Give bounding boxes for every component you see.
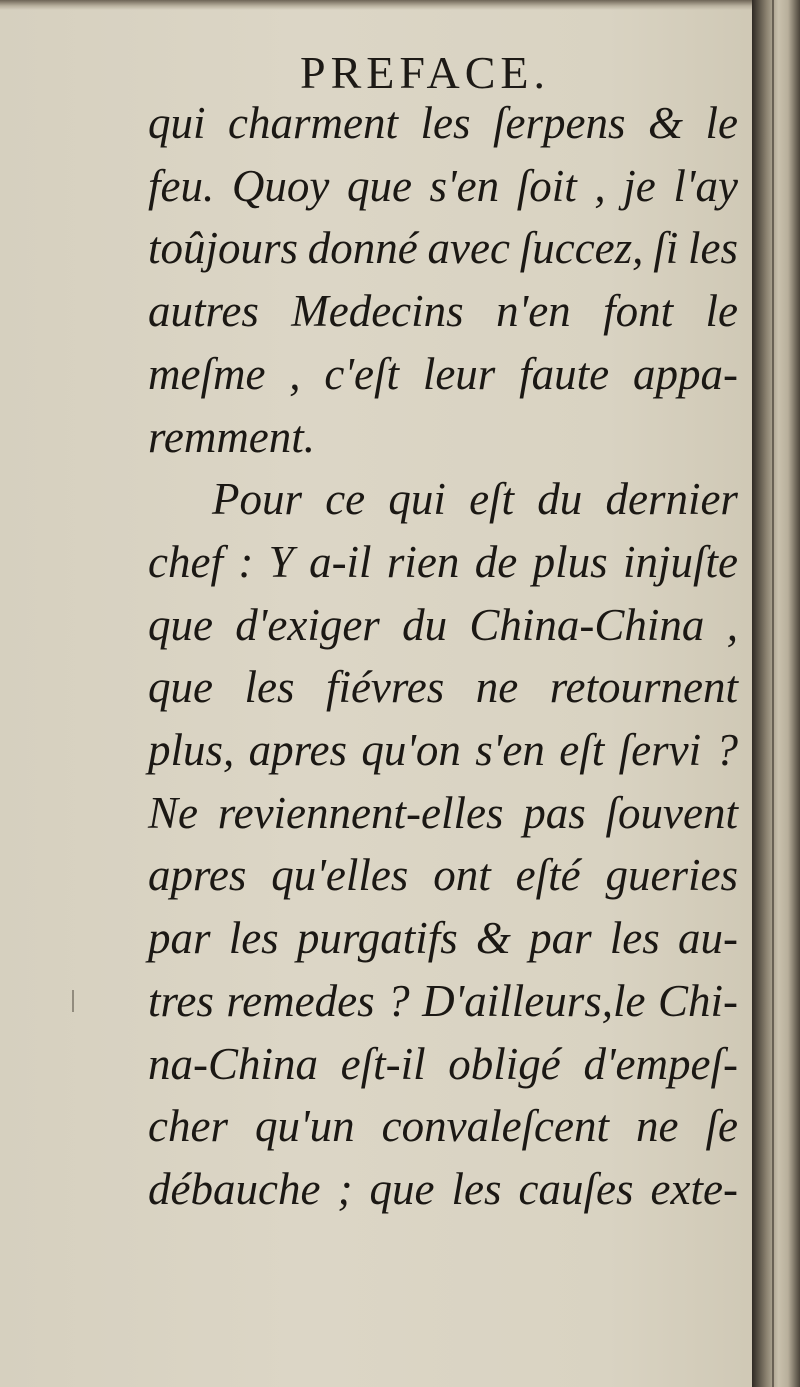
word: par [529, 913, 592, 964]
word: Chi- [657, 975, 738, 1026]
text-line [148, 907, 738, 969]
text-line [148, 719, 738, 781]
word: , [594, 160, 606, 211]
word: ; [337, 1163, 353, 1214]
word: ſi [653, 223, 679, 274]
word: que [148, 599, 213, 650]
word: fiévres [325, 662, 445, 713]
word: cher [148, 1101, 228, 1152]
text-line [148, 406, 738, 468]
word: injuſte [623, 536, 738, 587]
word: charment [228, 98, 398, 148]
word: d'exiger [235, 599, 380, 650]
word: ſerpens [492, 98, 626, 148]
word: dernier [605, 474, 738, 525]
word: gueries [605, 850, 738, 901]
word: ſoit [516, 160, 577, 211]
word: obligé [448, 1038, 561, 1089]
word: & [647, 98, 683, 148]
word: toûjours [148, 223, 299, 274]
word: ſervi [618, 725, 702, 775]
word: purgatifs [296, 913, 458, 964]
word: font [603, 286, 674, 337]
word: meſme [148, 348, 266, 399]
word: eſt-il [340, 1038, 426, 1089]
text-line [148, 970, 738, 1032]
text-line [148, 844, 738, 906]
word: leur [422, 348, 496, 399]
word: l'ay [673, 160, 738, 211]
text-line [148, 217, 738, 279]
word: qu'on [361, 725, 461, 775]
word: pas [523, 787, 586, 838]
word: , [726, 599, 738, 650]
word: & [475, 913, 511, 964]
word: débauche [148, 1163, 321, 1214]
word: les [420, 98, 471, 148]
word: chef [148, 536, 223, 587]
word: cauſes [518, 1163, 634, 1214]
word: au- [677, 913, 738, 964]
word: remedes [226, 975, 375, 1026]
word: le [705, 98, 738, 148]
word: Pour [212, 474, 302, 525]
word: ne [475, 662, 519, 713]
word: , [289, 348, 301, 399]
text-line [148, 280, 738, 342]
word: ce [325, 474, 366, 525]
word: apres [148, 850, 247, 901]
word: c'eſt [324, 348, 399, 399]
word: exte- [650, 1163, 738, 1214]
word: qui [148, 98, 206, 148]
word: que [148, 662, 213, 713]
word: plus, [148, 725, 235, 775]
text-line [148, 594, 738, 656]
word: retournent [549, 662, 738, 713]
word: ? [387, 975, 410, 1026]
word: les [687, 223, 738, 274]
word: qui [388, 474, 446, 525]
word: ont [433, 850, 491, 901]
word: faute [519, 348, 610, 399]
word: les [609, 913, 660, 964]
word: s'en [429, 160, 500, 211]
gutter-line [772, 0, 774, 1387]
word: d'empeſ- [583, 1038, 738, 1089]
word: na-China [148, 1038, 319, 1089]
word: Medecins [291, 286, 464, 337]
margin-mark [72, 990, 74, 1012]
running-head: PREFACE. [300, 47, 551, 98]
word: feu. [148, 160, 215, 211]
word: China-China [469, 599, 705, 650]
word: Ne [148, 787, 198, 838]
word: s'en [475, 725, 545, 775]
word: apres [248, 725, 347, 775]
text-line [148, 531, 738, 593]
word: convaleſcent [381, 1101, 609, 1152]
word: : [238, 536, 254, 587]
word: je [623, 160, 656, 211]
word: par [148, 913, 211, 964]
text-line [148, 1095, 738, 1157]
word: avec [427, 223, 510, 274]
word: D'ailleurs,le [422, 975, 646, 1026]
word: du [402, 599, 448, 650]
word: donné [307, 223, 418, 274]
word: remment. [148, 411, 316, 462]
word: les [451, 1163, 502, 1214]
word: rien [386, 536, 460, 587]
word: reviennent-elles [217, 787, 504, 838]
word: tres [148, 975, 214, 1026]
word: plus [532, 536, 608, 587]
text-line [148, 468, 738, 530]
book-gutter [752, 0, 800, 1387]
word: n'en [496, 286, 571, 337]
word: qu'elles [271, 850, 409, 901]
word: ? [715, 725, 738, 775]
text-line [148, 1033, 738, 1095]
word: le [705, 286, 738, 337]
word: les [228, 913, 279, 964]
word: ne [636, 1101, 679, 1152]
word: eſt [559, 725, 605, 775]
text-line [148, 155, 738, 217]
word: de [474, 536, 518, 587]
word: appa- [632, 348, 738, 399]
word: eſt [469, 474, 515, 525]
word: a-il [309, 536, 372, 587]
word: ſe [705, 1101, 738, 1152]
text-line [148, 343, 738, 405]
word: que [369, 1163, 435, 1214]
text-line [148, 656, 738, 718]
text-line [148, 92, 738, 154]
word: les [244, 662, 295, 713]
word: eſté [515, 850, 581, 901]
word: Quoy [231, 160, 330, 211]
word: ſuccez, [519, 223, 644, 274]
page-top-edge [0, 0, 800, 10]
word: du [537, 474, 583, 525]
word: ſouvent [605, 787, 738, 838]
word: qu'un [254, 1101, 355, 1152]
text-line [148, 782, 738, 844]
word: Y [268, 536, 294, 587]
text-line [148, 1158, 738, 1220]
word: autres [148, 286, 259, 337]
word: que [346, 160, 412, 211]
